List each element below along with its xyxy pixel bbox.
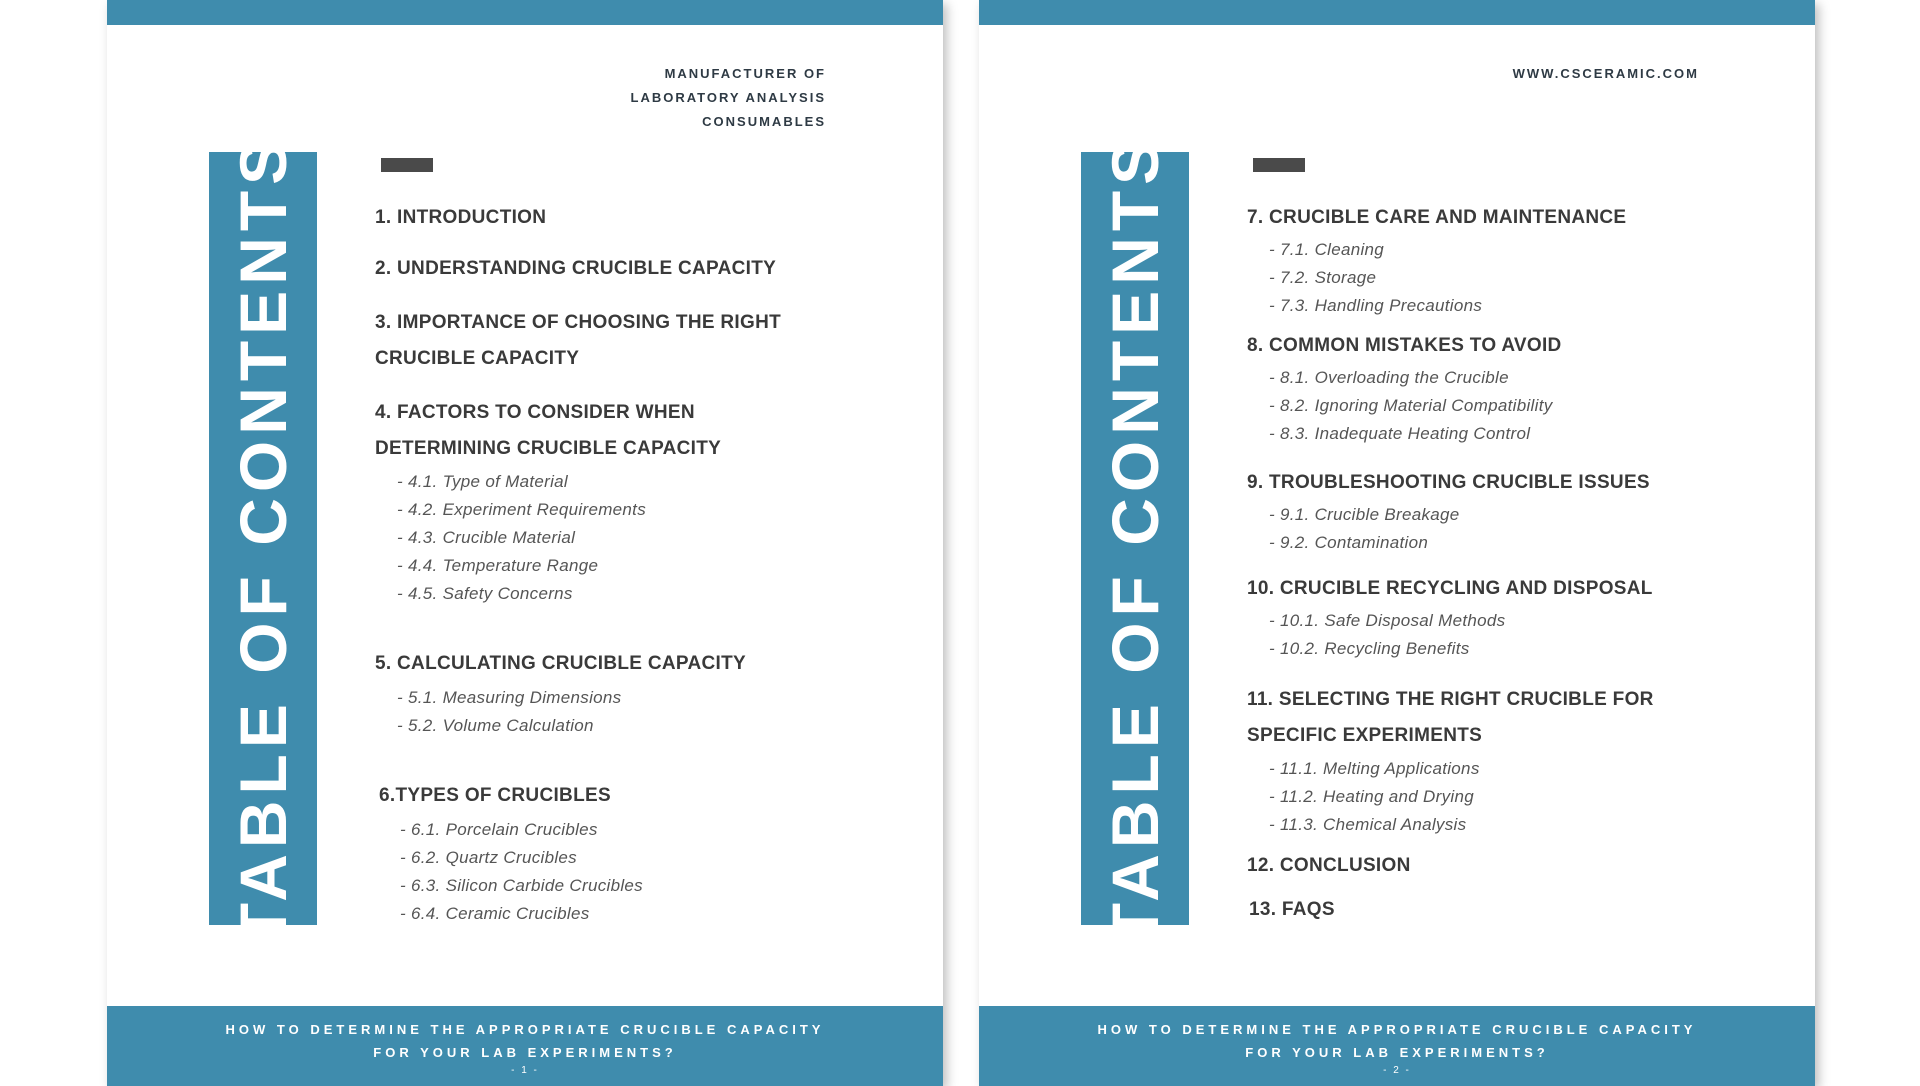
toc-subitem[interactable]: - 4.4. Temperature Range <box>397 556 599 575</box>
header-line: CONSUMABLES <box>702 114 826 129</box>
toc-subitem[interactable]: - 11.1. Melting Applications <box>1269 759 1480 778</box>
toc-subitem[interactable]: - 5.1. Measuring Dimensions <box>397 688 622 707</box>
toc-subitem[interactable]: - 9.1. Crucible Breakage <box>1269 505 1460 524</box>
toc-subitem[interactable]: - 7.1. Cleaning <box>1269 240 1385 259</box>
toc-subitem[interactable]: - 7.3. Handling Precautions <box>1269 296 1483 315</box>
footer-title-line: FOR YOUR LAB EXPERIMENTS? <box>1245 1045 1549 1060</box>
footer-bar <box>979 1006 1815 1086</box>
toc-subitem[interactable]: - 4.1. Type of Material <box>397 472 568 491</box>
vertical-title: TABLE OF CONTENTS <box>226 134 300 943</box>
header-line: MANUFACTURER OF <box>664 66 826 81</box>
top-bar <box>979 0 1815 25</box>
toc-heading[interactable]: CRUCIBLE CAPACITY <box>375 348 580 369</box>
toc-subitem[interactable]: - 7.2. Storage <box>1269 268 1377 287</box>
toc-subitem[interactable]: - 9.2. Contamination <box>1269 533 1429 552</box>
toc-heading[interactable]: 10. CRUCIBLE RECYCLING AND DISPOSAL <box>1247 578 1653 599</box>
header-tagline <box>631 62 826 134</box>
toc-subitem[interactable]: - 6.2. Quartz Crucibles <box>400 848 577 867</box>
footer-bar <box>107 1006 943 1086</box>
toc-heading[interactable]: 11. SELECTING THE RIGHT CRUCIBLE FOR <box>1247 689 1654 710</box>
toc-subitem[interactable]: - 5.2. Volume Calculation <box>397 716 594 735</box>
toc-page-1 <box>107 0 943 1086</box>
toc-subitem[interactable]: - 8.1. Overloading the Crucible <box>1269 368 1509 387</box>
toc-subitem[interactable]: - 6.4. Ceramic Crucibles <box>400 904 590 923</box>
page-number: - 1 - <box>511 1065 539 1076</box>
toc-heading[interactable]: 6.TYPES OF CRUCIBLES <box>379 785 611 806</box>
toc-heading[interactable]: DETERMINING CRUCIBLE CAPACITY <box>375 438 722 459</box>
vertical-title: TABLE OF CONTENTS <box>1098 134 1172 943</box>
toc-page-2 <box>979 0 1815 1086</box>
toc-subitem[interactable]: - 11.3. Chemical Analysis <box>1269 815 1467 834</box>
decorative-dash <box>381 158 433 172</box>
footer-title-line: HOW TO DETERMINE THE APPROPRIATE CRUCIBLE CAPACITY <box>225 1022 825 1037</box>
header-website <box>1513 62 1699 86</box>
toc-heading[interactable]: SPECIFIC EXPERIMENTS <box>1247 725 1483 746</box>
toc-heading[interactable]: 4. FACTORS TO CONSIDER WHEN <box>375 402 695 423</box>
vertical-title-band <box>209 134 317 943</box>
footer-title-line: HOW TO DETERMINE THE APPROPRIATE CRUCIBLE CAPACITY <box>1097 1022 1697 1037</box>
toc-heading[interactable]: 9. TROUBLESHOOTING CRUCIBLE ISSUES <box>1247 472 1650 493</box>
toc-heading[interactable]: 5. CALCULATING CRUCIBLE CAPACITY <box>375 653 746 674</box>
toc-subitem[interactable]: - 6.1. Porcelain Crucibles <box>400 820 598 839</box>
toc-heading[interactable]: 2. UNDERSTANDING CRUCIBLE CAPACITY <box>375 258 777 279</box>
toc-subitem[interactable]: - 10.2. Recycling Benefits <box>1269 639 1470 658</box>
top-bar <box>107 0 943 25</box>
toc-subitem[interactable]: - 4.3. Crucible Material <box>397 528 576 547</box>
toc-heading[interactable]: 8. COMMON MISTAKES TO AVOID <box>1247 335 1562 356</box>
toc-subitem[interactable]: - 10.1. Safe Disposal Methods <box>1269 611 1506 630</box>
toc-subitem[interactable]: - 4.5. Safety Concerns <box>397 584 573 603</box>
toc-subitem[interactable]: - 8.3. Inadequate Heating Control <box>1269 424 1531 443</box>
website-link[interactable]: WWW.CSCERAMIC.COM <box>1512 66 1699 81</box>
toc-subitem[interactable]: - 6.3. Silicon Carbide Crucibles <box>400 876 643 895</box>
toc-subitem[interactable]: - 8.2. Ignoring Material Compatibility <box>1269 396 1553 415</box>
footer-title-line: FOR YOUR LAB EXPERIMENTS? <box>373 1045 677 1060</box>
toc-heading[interactable]: 12. CONCLUSION <box>1247 855 1411 876</box>
toc-heading[interactable]: 3. IMPORTANCE OF CHOOSING THE RIGHT <box>375 312 781 333</box>
vertical-title-band <box>1081 134 1189 943</box>
decorative-dash <box>1253 158 1305 172</box>
page-number: - 2 - <box>1383 1065 1411 1076</box>
toc-subitem[interactable]: - 4.2. Experiment Requirements <box>397 500 646 519</box>
header-line: LABORATORY ANALYSIS <box>630 90 826 105</box>
toc-subitem[interactable]: - 11.2. Heating and Drying <box>1269 787 1474 806</box>
toc-heading[interactable]: 7. CRUCIBLE CARE AND MAINTENANCE <box>1247 207 1627 228</box>
toc-heading[interactable]: 1. INTRODUCTION <box>375 207 547 228</box>
toc-heading[interactable]: 13. FAQS <box>1249 899 1335 920</box>
